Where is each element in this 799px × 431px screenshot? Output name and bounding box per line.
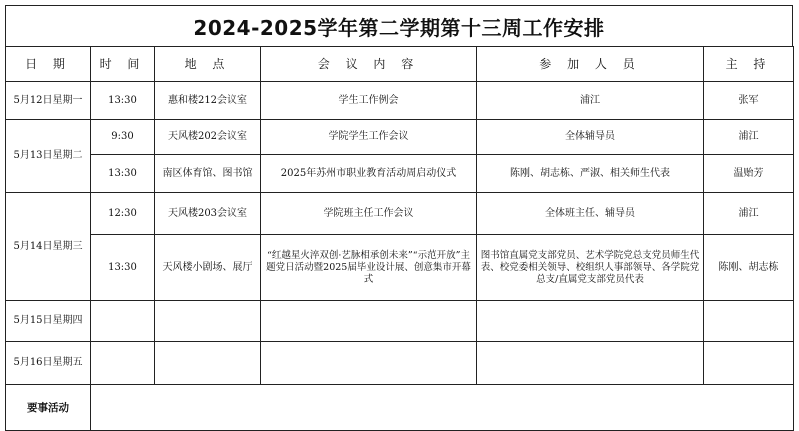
key-events-row <box>6 385 794 431</box>
date-cell: 5月13日星期二 <box>6 120 91 193</box>
content-cell: “红越星火淬双创·艺脉相承创未来”“示范开放”主题党日活动暨2025届毕业设计展、创意集市开幕式 <box>261 235 477 301</box>
place-cell: 惠和楼212会议室 <box>155 82 261 120</box>
place-cell: 天风楼小剧场、展厅 <box>155 235 261 301</box>
header-place: 地 点 <box>155 47 261 82</box>
time-cell: 13:30 <box>91 235 155 301</box>
time-cell: 12:30 <box>91 193 155 235</box>
host-cell: 浦江 <box>704 193 794 235</box>
header-time: 时 间 <box>91 47 155 82</box>
date-cell: 5月14日星期三 <box>6 193 91 301</box>
header-host: 主 持 <box>704 47 794 82</box>
content-cell: 2025年苏州市职业教育活动周启动仪式 <box>261 155 477 193</box>
attendees-cell: 浦江 <box>477 82 704 120</box>
time-cell: 13:30 <box>91 82 155 120</box>
place-cell: 南区体育馆、图书馆 <box>155 155 261 193</box>
date-cell: 5月12日星期一 <box>6 82 91 120</box>
time-cell: 13:30 <box>91 155 155 193</box>
attendees-cell <box>477 342 704 385</box>
key-events-label: 要事活动 <box>6 385 91 431</box>
time-cell: 9:30 <box>91 120 155 155</box>
place-cell: 天风楼203会议室 <box>155 193 261 235</box>
table-row <box>6 120 794 155</box>
content-cell: 学生工作例会 <box>261 82 477 120</box>
content-cell: 学院班主任工作会议 <box>261 193 477 235</box>
schedule-table <box>5 46 794 431</box>
date-cell: 5月15日星期四 <box>6 301 91 342</box>
time-cell <box>91 301 155 342</box>
place-cell: 天风楼202会议室 <box>155 120 261 155</box>
place-cell <box>155 342 261 385</box>
host-cell: 陈刚、胡志栋 <box>704 235 794 301</box>
header-date: 日 期 <box>6 47 91 82</box>
attendees-cell: 图书馆直属党支部党员、艺术学院党总支党员师生代表、校党委相关领导、校组织人事部领导、各学院党总支/直属党支部党员代表 <box>477 235 704 301</box>
header-content: 会 议 内 容 <box>261 47 477 82</box>
schedule-title: 2024-2025学年第二学期第十三周工作安排 <box>5 5 793 47</box>
content-cell: 学院学生工作会议 <box>261 120 477 155</box>
time-cell <box>91 342 155 385</box>
table-row <box>6 235 794 301</box>
schedule-sheet <box>5 5 793 425</box>
content-cell <box>261 342 477 385</box>
attendees-cell <box>477 301 704 342</box>
header-row <box>6 47 794 82</box>
attendees-cell: 陈刚、胡志栋、严淑、相关师生代表 <box>477 155 704 193</box>
host-cell <box>704 342 794 385</box>
date-cell: 5月16日星期五 <box>6 342 91 385</box>
attendees-cell: 全体辅导员 <box>477 120 704 155</box>
table-row <box>6 193 794 235</box>
content-cell <box>261 301 477 342</box>
table-row <box>6 155 794 193</box>
host-cell: 张军 <box>704 82 794 120</box>
key-events-content <box>91 385 794 431</box>
attendees-cell: 全体班主任、辅导员 <box>477 193 704 235</box>
table-row <box>6 82 794 120</box>
host-cell: 温贻芳 <box>704 155 794 193</box>
place-cell <box>155 301 261 342</box>
table-row <box>6 301 794 342</box>
header-attendees: 参 加 人 员 <box>477 47 704 82</box>
table-row <box>6 342 794 385</box>
host-cell: 浦江 <box>704 120 794 155</box>
host-cell <box>704 301 794 342</box>
